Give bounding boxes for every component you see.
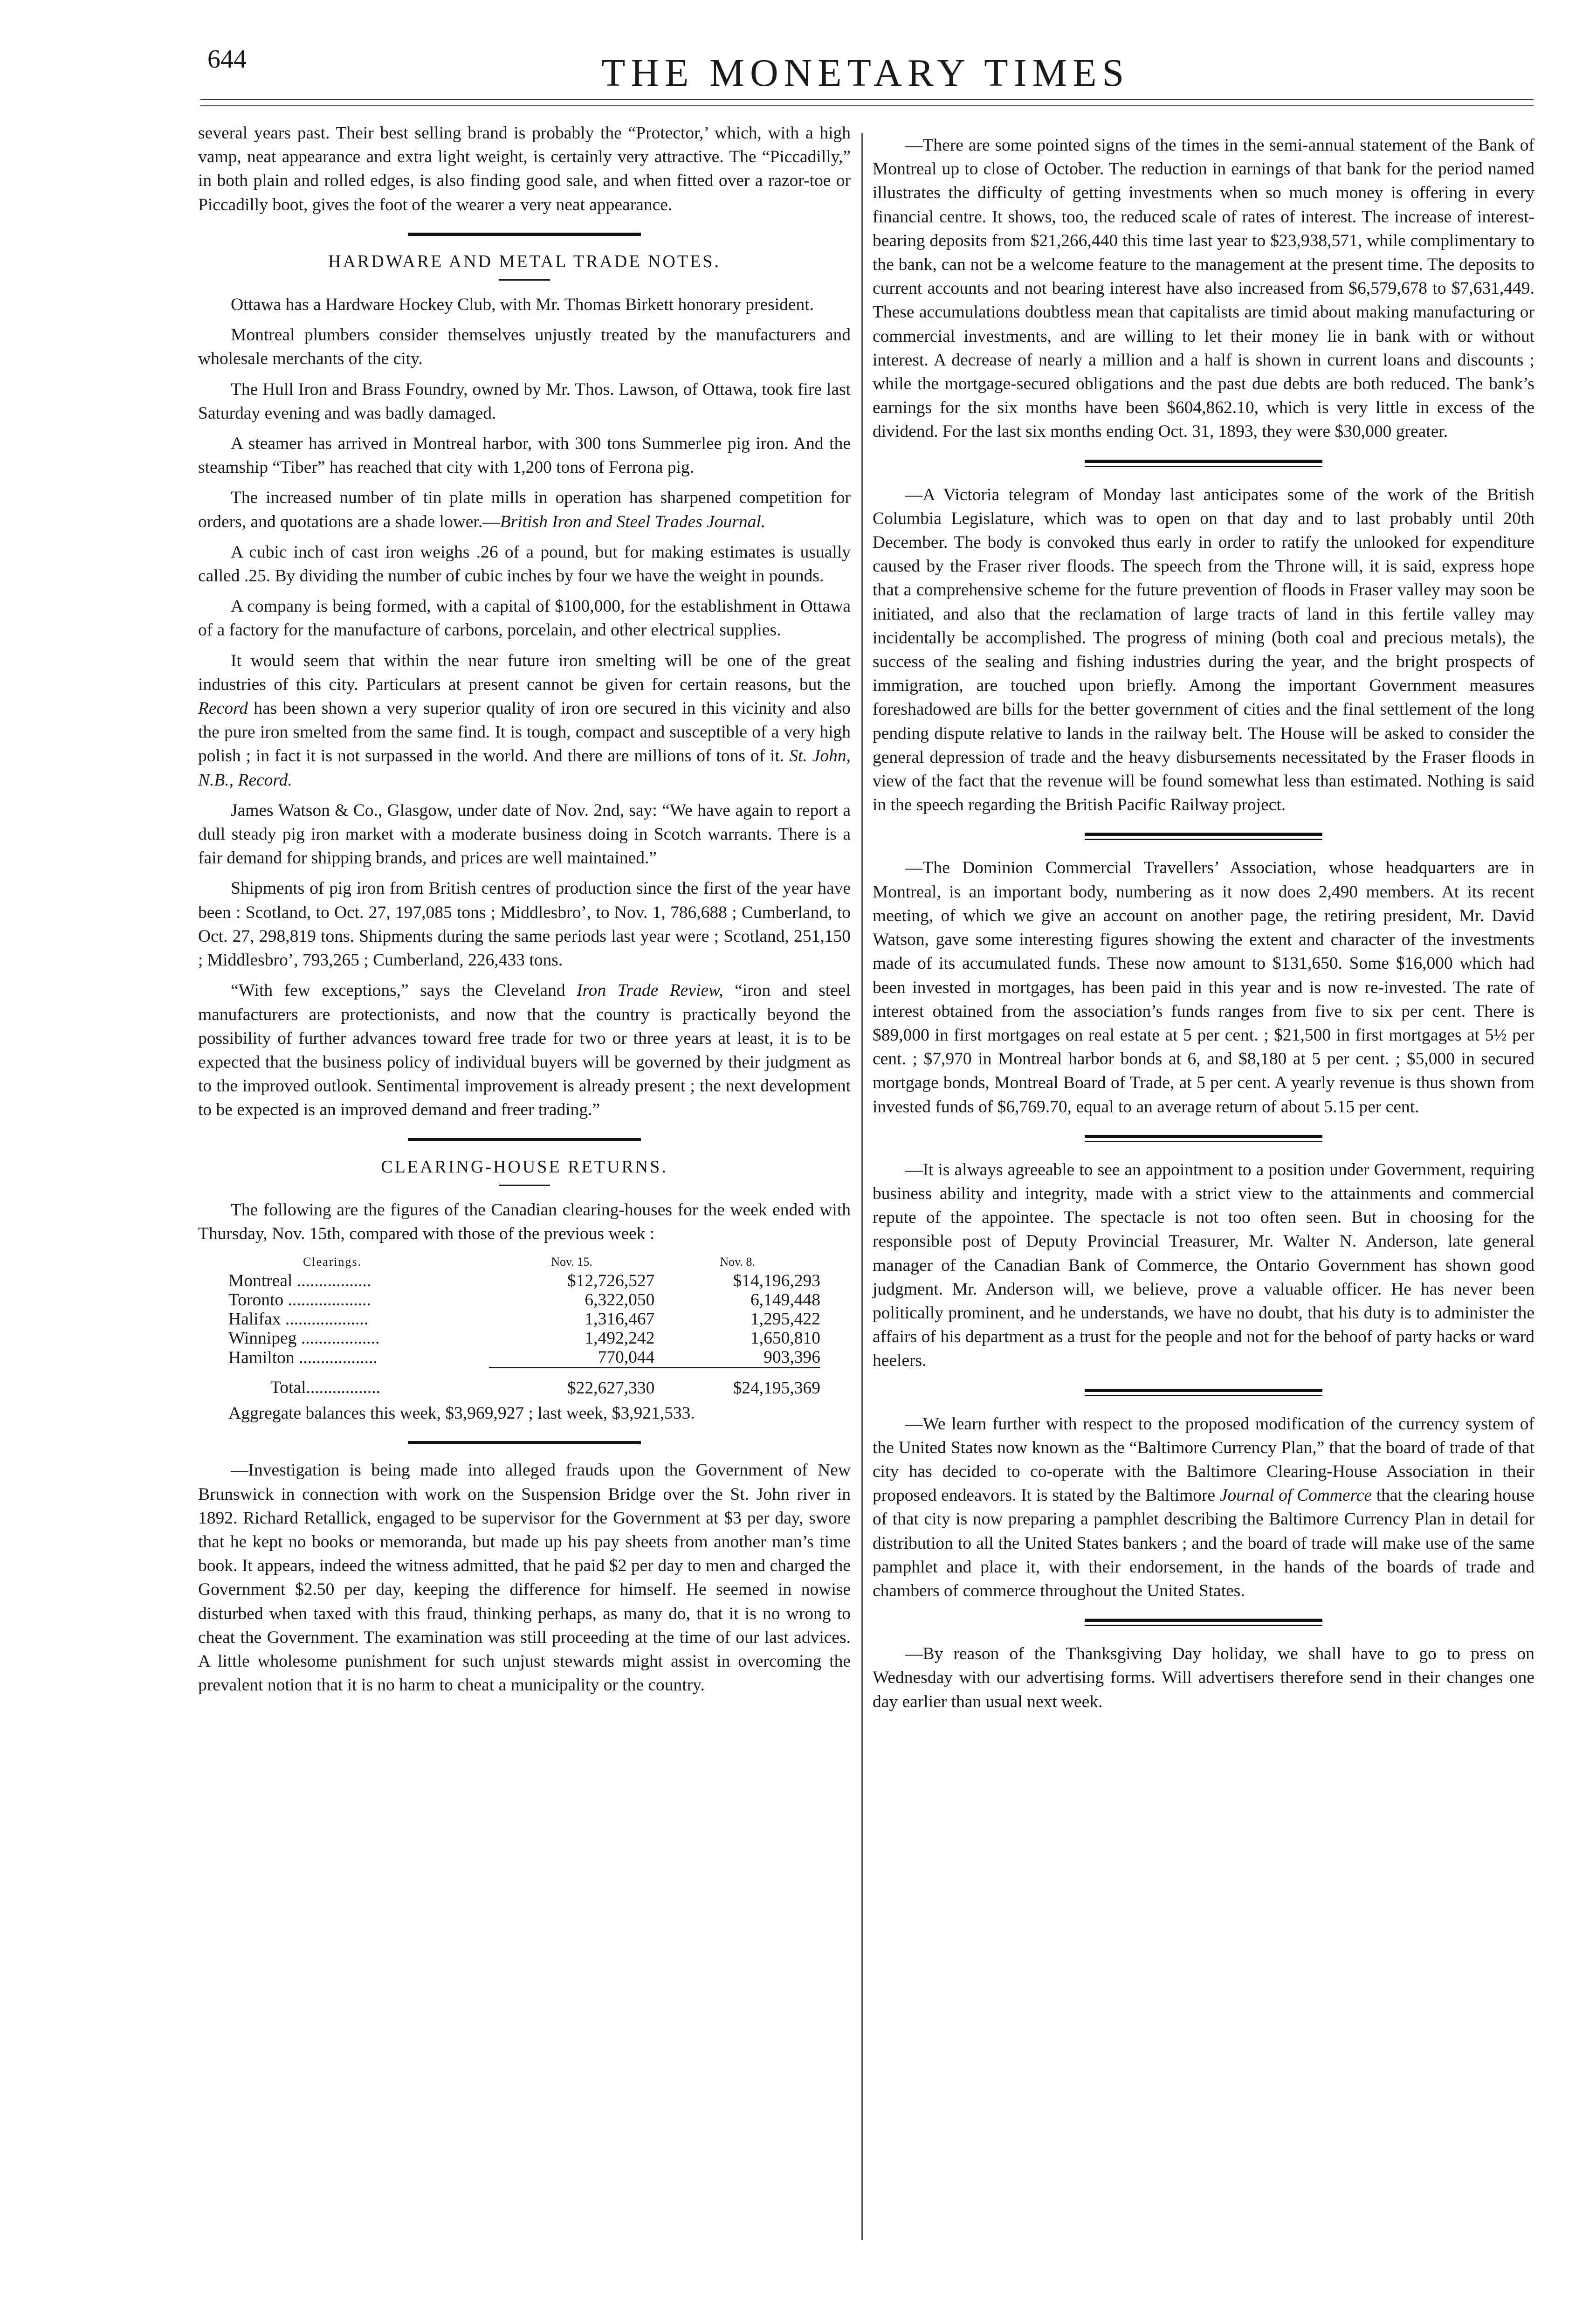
top-rule-thin [200,105,1534,106]
cell-value: $12,726,527 [567,1271,655,1291]
bank-paragraph: —There are some pointed signs of the times in the semi-annual statement of the Bank of Montreal up to close of October. The reduction in earnings of that bank for the period named illustrates the difficulty of getting investments when so much money is offering in every financial centre. It shows, too, the reduced scale of rates of interest. The increase of interest-bearing deposits from $21,266,440 this time last year to $23,938,571, while complimentary to the bank, can not be a welcome feature to the management at the present time. The deposits to current accounts and not bearing interest have also increased from $6,579,678 to $7,631,449. These accumulations doubtless mean that capitalists are timid about making manufacturing or commercial investments, and are willing to let their money lie in bank with or without interest. A decrease of nearly a million and a half is shown in current loans and discounts ; while the mortgage-secured obligations and the past due debts are both reduced. The bank’s earnings for the six months have been $604,862.10, which is very little in excess of the dividend. For the last six months ending Oct. 31, 1893, they were $30,000 greater. [873,136,1534,441]
thanksgiving-paragraph: —By reason of the Thanksgiving Day holiday, we shall have to go to press on Wednesday with our advertising forms. Will advertisers therefore send in their changes one day earlier than usual next week. [873,1644,1534,1711]
city-name: Hamilton [228,1348,295,1367]
section-rule [408,1138,641,1141]
cell-value: 1,650,810 [750,1329,820,1348]
hardware-note: The Hull Iron and Brass Foundry, owned by Mr. Thos. Lawson, of Ottawa, took fire last Saturday evening and was badly damaged. [198,379,851,423]
hardware-note: It would seem that within the near future iron smelting will be one of the great industries of this city. Particulars at present cannot be given for certain reasons, but the Record has been shown a very superior quality of iron ore secured in this vicinity and also the pure iron smelted from the same find. It is tough, compact and susceptible of a very high polish ; in fact it is not surpassed in the world. And there are millions of tons of it. St. John, N.B., Record. [198,651,851,790]
cell-value: 770,044 [489,1348,655,1368]
section-rule [408,1441,641,1444]
page-number: 644 [207,45,247,74]
hardware-note: A cubic inch of cast iron weighs .26 of a pound, but for making estimates is usually called .25. By dividing the number of cubic inches by four we have the weight in pounds. [198,542,851,586]
section-rule [1085,1619,1322,1626]
total-label: Total [270,1378,306,1398]
cell-value: 6,149,448 [750,1290,820,1310]
victoria-paragraph: —A Victoria telegram of Monday last anticipates some of the work of the British Columbia Legislature, which was to open on that day and to last probably until 20th December. The body is convoked thus early in order to ratify the unlooked for expenditure caused by the Fraser river floods. The speech from the Throne will, it is said, express hope that a comprehensive scheme for the future prevention of floods in Fraser valley may soon be initiated, and also that the reclamation of large tracts of land in this fertile valley may incidentally be accomplished. The progress of mining (both coal and precious metals), the success of the sealing and fishing industries during the year, and the bright prospects of immigration, are touched upon briefly. Among the important Government measures foreshadowed are bills for the better government of cities and the final settlement of the long pending dispute relative to lands in the railway belt. The House will be asked to consider the general depression of trade and the heavy disbursements necessitated by the Fraser floods in view of the fact that the revenue will be found somewhat less than estimated. Nothing is said in the speech regarding the British Pacific Railway project. [873,485,1534,815]
column-header: Clearings. [303,1255,362,1269]
currency-paragraph: —We learn further with respect to the proposed modification of the currency system of the United States now known as the “Baltimore Currency Plan,” that the board of trade of that city has decided to co-operate with the Baltimore Clearing-House Association in their proposed endeavors. It is stated by the Baltimore Journal of Commerce that the clearing house of that city is now preparing a pamphlet describing the Baltimore Currency Plan in detail for distribution to all the United States bankers ; and the board of trade will make use of the same pamphlet and place it, with their endorsement, in the hands of the boards of trade and chambers of commerce throughout the United States. [873,1414,1535,1600]
hardware-note: A steamer has arrived in Montreal harbor, with 300 tons Summerlee pig iron. And the steamship “Tiber” has reached that city with 1,200 tons of Ferrona pig. [198,434,851,477]
hardware-note: “With few exceptions,” says the Cleveland Iron Trade Review, “iron and steel manufacturers are protectionists, and now that the country is practically beyond the possibility of further advances toward free trade for two or three years at least, it is to be expected that the business policy of individual buyers will be governed by their judgment as to the improved outlook. Sentimental improvement is already present ; the next development to be expected is an improved demand and freer trading.” [198,981,851,1120]
city-name: Toronto [228,1290,284,1310]
heading-rule [499,279,550,281]
cell-value: 903,396 [654,1348,820,1368]
total-value: $22,627,330 [567,1379,655,1398]
hardware-note: Montreal plumbers consider themselves unjustly treated by the manufacturers and wholesale merchants of the city. [198,325,851,369]
table-row: Hamilton .................. 770,044 903,396 [228,1348,820,1367]
hardware-note: A company is being formed, with a capital of $100,000, for the establishment in Ottawa of a factory for the manufacture of carbons, porcelain, and other electrical supplies. [198,597,851,640]
city-name: Winnipeg [228,1329,297,1348]
hardware-heading: HARDWARE AND METAL TRADE NOTES. [328,251,721,271]
table-header-row [228,1252,820,1271]
hardware-note: Shipments of pig iron from British centres of production since the first of the year have been : Scotland, to Oct. 27, 197,085 tons ; Middlesbro’, to Nov. 1, 786,688 ; Cumberland, to Oct. 27, 298,819 tons. Shipments during the same periods last year were ; Scotland, 251,150 ; Middlesbro’, 793,265 ; Cumberland, 226,433 tons. [198,879,851,970]
clearing-heading: CLEARING-HOUSE RETURNS. [381,1157,668,1177]
section-rule [1085,833,1322,840]
cell-value: $14,196,293 [733,1271,820,1291]
aggregate-balances: Aggregate balances this week, $3,969,927 ; last week, $3,921,533. [228,1404,695,1423]
column-divider [861,133,863,2240]
cell-value: 1,295,422 [750,1310,820,1329]
table-row: Halifax ................... 1,316,467 1,295,422 [228,1310,820,1329]
top-rule [200,99,1534,100]
clearing-table [228,1252,820,1398]
column-header: Nov. 8. [720,1255,755,1269]
section-rule [408,233,641,236]
city-name: Halifax [228,1310,281,1329]
city-name: Montreal [228,1271,293,1291]
shoe-paragraph: several years past. Their best selling brand is probably the “Protector,’ which, with a high vamp, neat appearance and extra light weight, is certainly very attractive. The “Piccadilly,” in both plain and rolled edges, is also finding good sale, and when fitted over a razor-toe or Piccadilly boot, gives the foot of the wearer a very neat appearance. [198,124,851,214]
hardware-note: James Watson & Co., Glasgow, under date of Nov. 2nd, say: “We have again to report a dull steady pig iron market with a moderate business doing in Scotch warrants. There is a fair demand for shipping brands, and prices are well maintained.” [198,800,851,868]
hardware-note: Ottawa has a Hardware Hockey Club, with Mr. Thomas Birkett honorary president. [231,295,814,315]
total-value: $24,195,369 [733,1379,820,1398]
masthead-title: THE MONETARY TIMES [601,51,1130,95]
source-citation: Iron Trade Review, [577,981,723,1000]
section-rule [1085,1389,1322,1396]
cell-value: 6,322,050 [585,1290,655,1310]
table-row: Winnipeg .................. 1,492,242 1,650,810 [228,1329,820,1348]
cell-value: 1,316,467 [585,1310,655,1329]
total-row: Total................. $22,627,330 $24,195,369 [228,1368,820,1398]
source-citation: British Iron and Steel Trades Journal. [500,512,766,531]
cell-value: 1,492,242 [585,1329,655,1348]
table-row: Montreal ................. $12,726,527 $14,196,293 [228,1271,820,1291]
left-column [198,121,851,1703]
hardware-note: The increased number of tin plate mills in operation has sharpened competition for orders, and quotations are a shade lower.—British Iron and Steel Trades Journal. [198,488,851,531]
investigation-paragraph: —Investigation is being made into alleged frauds upon the Government of New Brunswick in connection with work on the Suspension Bridge over the St. John river in 1892. Richard Retallick, engaged to be supervisor for the Government at $3 per day, swore that he kept no books or memoranda, but made up his pay sheets from another man’s time book. It appears, indeed the witness admitted, that he paid $2 per day to men and charged the Government $2.50 per day, keeping the difference for himself. He seemed in nowise disturbed when taxed with this fraud, thinking perhaps, as many do, that it is no wrong to cheat the Government. The examination was still proceeding at the time of our last advices. A little wholesome punishment for such unjust stewards might assist in overcoming the prevalent notion that it is no harm to cheat a municipality or the country. [198,1461,851,1695]
source-citation: St. John, N.B., Record. [198,746,851,790]
table-row: Toronto ................... 6,322,050 6,149,448 [228,1290,820,1310]
section-rule [1085,460,1322,467]
appointment-paragraph: —It is always agreeable to see an appointment to a position under Government, requiring business ability and integrity, made with a strict view to the attainments and commercial repute of the appointee. The spectacle is not too often seen. But in choosing for the responsible post of Deputy Provincial Treasurer, Mr. Walter N. Anderson, late general manager of the Canadian Bank of Commerce, the Ontario Government has shown good judgment. Mr. Anderson will, we believe, prove a valuable officer. He has never been politically prominent, and he understands, we have no doubt, that his duty is to administer the affairs of his department as a trust for the people and not for the behoof of party hacks or ward heelers. [873,1160,1534,1371]
clearing-intro: The following are the figures of the Canadian clearing-houses for the week ended with Thursday, Nov. 15th, compared with those of the previous week : [198,1200,851,1243]
travellers-paragraph: —The Dominion Commercial Travellers’ Association, whose headquarters are in Montreal, is an important body, numbering as it now does 2,490 members. At its recent meeting, of which we give an account on another page, the retiring president, Mr. David Watson, gave some interesting figures showing the extent and character of the investments made of its accumulated funds. These now amount to $131,650. Some $16,000 which had been invested in mortgages, has been paid in this year and is now re-invested. The rate of interest obtained from the association’s funds ranges from five to six per cent. There is $89,000 in first mortgages on real estate at 5 per cent. ; $21,500 in first mortgages at 5½ per cent. ; $7,970 in Montreal harbor bonds at 6, and $8,180 at 5 per cent. ; $5,000 in secured mortgage bonds, Montreal Board of Trade, at 5 per cent. A yearly revenue is thus shown from invested funds of $6,769.70, equal to an average return of about 5.15 per cent. [873,858,1534,1117]
section-rule [1085,1135,1322,1142]
source-citation: Journal of Commerce [1219,1486,1372,1505]
heading-rule [499,1185,550,1186]
column-header: Nov. 15. [551,1255,592,1269]
right-column [873,133,1534,1720]
